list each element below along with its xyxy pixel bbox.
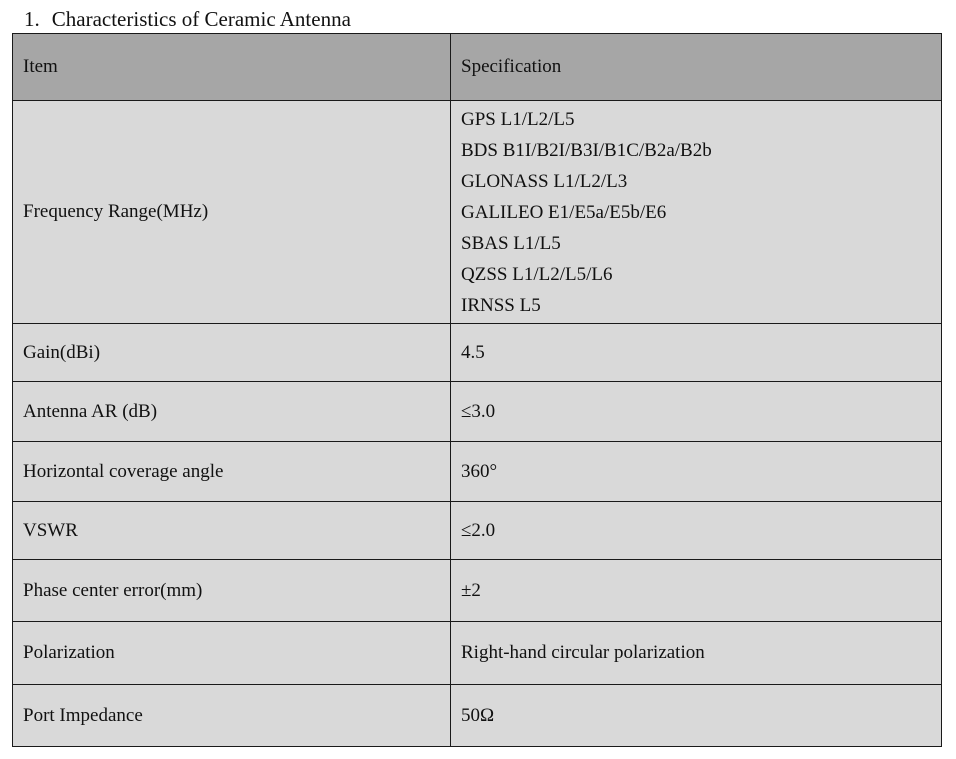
frequency-line-glonass: GLONASS L1/L2/L3 [461,171,628,192]
section-title: Characteristics of Ceramic Antenna [51,7,351,31]
cell-item-gain: Gain(dBi) [13,324,451,382]
cell-spec-axial-ratio: ≤3.0 [451,382,942,442]
spec-table [12,33,942,747]
cell-item-phase-center: Phase center error(mm) [13,560,451,622]
frequency-line-bds: BDS B1I/B2I/B3I/B1C/B2a/B2b [461,140,712,161]
table-header-row [13,34,942,101]
header-item: Item [13,34,451,101]
cell-item-polarization: Polarization [13,622,451,685]
table-row-gain [13,324,942,382]
cell-item-vswr: VSWR [13,502,451,560]
cell-spec-coverage-angle: 360° [451,442,942,502]
frequency-list [461,101,931,323]
table-row-vswr [13,502,942,560]
frequency-line-gps: GPS L1/L2/L5 [461,109,575,130]
cell-spec-frequency [451,101,942,324]
cell-spec-phase-center: ±2 [451,560,942,622]
frequency-line-qzss: QZSS L1/L2/L5/L6 [461,264,613,285]
table-row-polarization [13,622,942,685]
table-row-coverage-angle [13,442,942,502]
cell-spec-port-impedance: 50Ω [451,685,942,747]
cell-spec-vswr: ≤2.0 [451,502,942,560]
table-row-port-impedance [13,685,942,747]
cell-item-axial-ratio: Antenna AR (dB) [13,382,451,442]
table-row-axial-ratio [13,382,942,442]
frequency-line-irnss: IRNSS L5 [461,295,541,316]
table-row-phase-center [13,560,942,622]
cell-item-port-impedance: Port Impedance [13,685,451,747]
section-heading [24,6,351,32]
cell-spec-gain: 4.5 [451,324,942,382]
frequency-line-galileo: GALILEO E1/E5a/E5b/E6 [461,202,667,223]
cell-spec-polarization: Right-hand circular polarization [451,622,942,685]
cell-item-frequency: Frequency Range(MHz) [13,101,451,324]
cell-item-coverage-angle: Horizontal coverage angle [13,442,451,502]
table-row-frequency [13,101,942,324]
section-number: 1. [24,7,40,31]
header-specification: Specification [451,34,942,101]
frequency-line-sbas: SBAS L1/L5 [461,233,561,254]
